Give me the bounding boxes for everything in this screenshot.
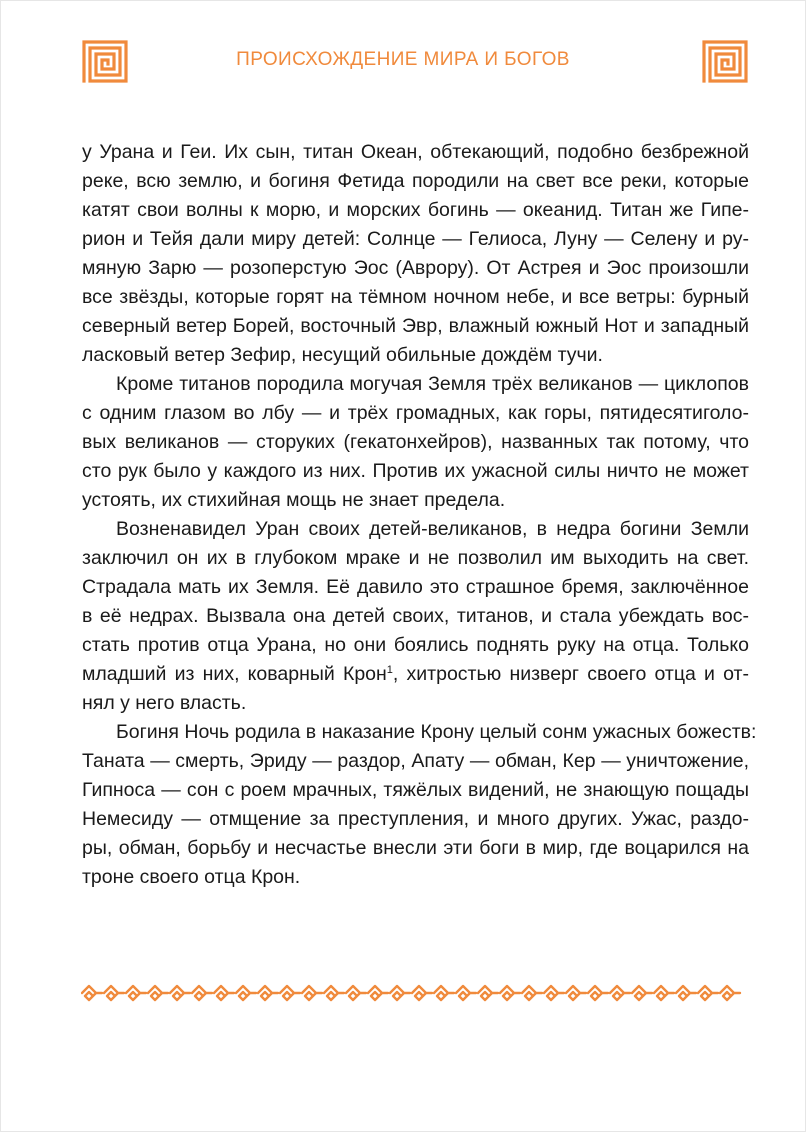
ornament-motif — [302, 986, 322, 1000]
text-line-with-footnote — [82, 660, 749, 689]
ornament-motif — [456, 986, 476, 1000]
text-line: Страдала мать их Земля. Её давило это страшное бремя, заключённое — [82, 576, 749, 598]
ornament-motif — [126, 986, 146, 1000]
text-line: вых великанов — сторуких (гекатонхейров), названных так потому, что — [82, 431, 749, 453]
ornament-motif — [544, 986, 564, 1000]
ornament-motif — [258, 986, 278, 1000]
ornament-motif — [698, 986, 718, 1000]
text-line: Богиня Ночь родила в наказание Крону целый сонм ужасных божеств: — [116, 721, 757, 743]
ornament-motif — [104, 986, 124, 1000]
ornament-motif — [654, 986, 674, 1000]
text-line: у Урана и Геи. Их сын, титан Океан, обтекающий, подобно безбрежной — [82, 141, 749, 163]
page-running-title: ПРОИСХОЖДЕНИЕ МИРА И БОГОВ — [236, 49, 570, 70]
text-segment: младший из них, коварный Крон — [82, 663, 387, 685]
text-line: реке, всю землю, и богиня Фетида породили на свет все реки, которые — [82, 170, 749, 192]
ornament-motif — [346, 986, 366, 1000]
text-line: мяную Зарю — розоперстую Эос (Аврору). От Астрея и Эос произошли — [82, 257, 749, 279]
text-line: Немесиду — отмщение за преступления, и много других. Ужас, раздо- — [82, 808, 749, 830]
text-line: в её недрах. Вызвала она детей своих, титанов, и стала убеждать вос- — [82, 605, 749, 627]
footnote-marker[interactable]: 1 — [386, 664, 393, 676]
text-line: Гипноса — сон с роем мрачных, тяжёлых видений, не знающую пощады — [82, 779, 749, 801]
greek-key-icon — [81, 39, 129, 83]
ornament-motif — [82, 986, 102, 1000]
text-line: Таната — смерть, Эриду — раздор, Апату — обман, Кер — уничтожение, — [82, 750, 749, 772]
ornament-motif — [412, 986, 432, 1000]
text-line: устоять, их стихийная мощь не знает предела. — [82, 489, 506, 511]
text-line: с одним глазом во лбу — и трёх громадных, как горы, пятидесятиголо- — [82, 402, 749, 424]
text-line: катят свои волны к морю, и морских богинь — океанид. Титан же Гипе- — [82, 199, 749, 221]
ornament-motif — [588, 986, 608, 1000]
greek-key-icon — [701, 39, 749, 83]
ornament-motif — [522, 986, 542, 1000]
ornament-motif — [324, 986, 344, 1000]
ornament-motif — [632, 986, 652, 1000]
text-line: Кроме титанов породила могучая Земля трёх великанов — циклопов — [116, 373, 749, 395]
paragraph-2 — [82, 370, 749, 515]
ornament-motif — [676, 986, 696, 1000]
ornament-motif — [236, 986, 256, 1000]
ornament-motif — [148, 986, 168, 1000]
text-line: заключил он их в глубоком мраке и не позволил им выходить на свет. — [82, 547, 749, 569]
paragraph-4 — [82, 718, 757, 892]
ornament-motif — [720, 986, 740, 1000]
text-line: северный ветер Борей, восточный Эвр, влажный южный Нот и западный — [82, 315, 749, 337]
wave-ornament — [81, 983, 749, 1003]
text-line: троне своего отца Крон. — [82, 866, 301, 888]
text-line: рион и Тейя дали миру детей: Солнце — Гелиоса, Луну — Селену и ру- — [82, 228, 749, 250]
ornament-motif — [214, 986, 234, 1000]
ornament-motif — [434, 986, 454, 1000]
text-line: Возненавидел Уран своих детей-великанов, в недра богини Земли — [116, 518, 749, 540]
ornament-motif — [192, 986, 212, 1000]
text-line: сто рук было у каждого из них. Против их ужасной силы ничто не может — [82, 460, 749, 482]
text-segment: , хитростью низверг своего отца и от- — [392, 663, 749, 685]
paragraph-3 — [82, 515, 749, 718]
text-line: стать против отца Урана, но они боялись поднять руку на отца. Только — [82, 634, 749, 656]
ornament-motif — [170, 986, 190, 1000]
text-line: нял у него власть. — [82, 692, 247, 714]
ornament-motif — [478, 986, 498, 1000]
ornament-motif — [368, 986, 388, 1000]
ornament-motif — [280, 986, 300, 1000]
text-line: ры, обман, борьбу и несчастье внесли эти боги в мир, где воцарился на — [82, 837, 749, 859]
ornament-motif — [610, 986, 630, 1000]
text-line: ласковый ветер Зефир, несущий обильные дождём тучи. — [82, 344, 603, 366]
ornament-motif — [390, 986, 410, 1000]
ornament-motif — [500, 986, 520, 1000]
ornament-motif — [566, 986, 586, 1000]
text-line: все звёзды, которые горят на тёмном ночном небе, и все ветры: бурный — [82, 286, 749, 308]
main-text — [82, 138, 757, 892]
paragraph-1 — [82, 138, 749, 370]
